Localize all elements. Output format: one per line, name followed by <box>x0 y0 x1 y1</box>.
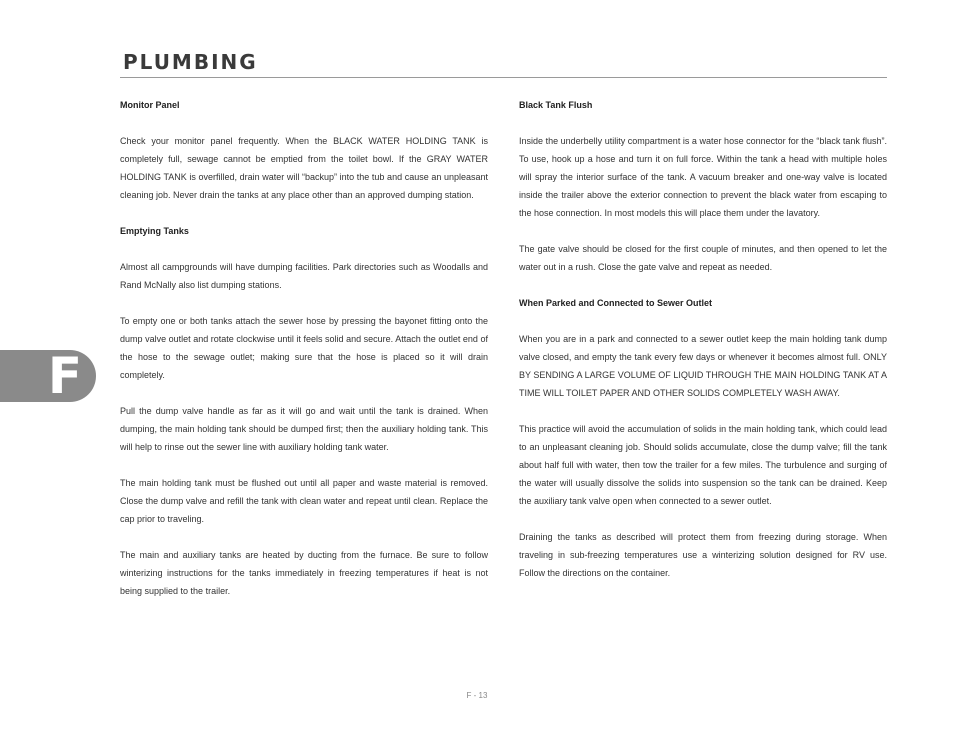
sewer-outlet-heading: When Parked and Connected to Sewer Outlet <box>519 298 713 308</box>
sewer-paragraph-3: Draining the tanks as described will protect them from freezing during storage. When traveling in sub-freezing temperatures use a winterizing solution designed for RV use. Follow the directions on the container. <box>519 532 887 578</box>
emptying-paragraph-4: The main holding tank must be flushed out until all paper and waste material is removed. Close the dump valve and refill the tank with clean water and repeat until clean. Replace the cap prior to traveling. <box>120 478 488 524</box>
emptying-paragraph-1: Almost all campgrounds will have dumping facilities. Park directories such as Woodalls and Rand McNally also list dumping stations. <box>120 262 488 290</box>
emptying-paragraph-3: Pull the dump valve handle as far as it will go and wait until the tank is drained. When dumping, the main holding tank should be dumped first; then the auxiliary holding tank. This will help to rinse out the sewer line with auxiliary holding tank water. <box>120 406 488 452</box>
sewer-paragraph-2: This practice will avoid the accumulation of solids in the main holding tank, which could lead to an unpleasant cleaning job. Should solids accumulate, close the dump valve; fill the tank about half full with water, then tow the trailer for a few miles. The turbulence and surging of the water will usually dissolve the solids into suspension so the tank can be drained. Keep the auxiliary tank valve open when connected to a sewer outlet. <box>519 424 887 506</box>
section-tab <box>0 347 96 405</box>
page-title: PLUMBING <box>123 50 258 74</box>
left-column <box>120 96 488 618</box>
black-tank-flush-heading: Black Tank Flush <box>519 100 593 110</box>
sewer-paragraph-1: When you are in a park and connected to a sewer outlet keep the main holding tank dump valve closed, and empty the tank every few days or whenever it becomes almost full. ONLY BY SENDING A LARGE VOLUME OF LIQUID THROUGH THE MAIN HOLDING TANK AT A TIME WILL TOILET PAPER AND OTHER SOLIDS COMPLETELY WASH AWAY. <box>519 334 887 398</box>
monitor-panel-heading: Monitor Panel <box>120 100 180 110</box>
emptying-paragraph-2: To empty one or both tanks attach the sewer hose by pressing the bayonet fitting onto the dump valve outlet and rotate clockwise until it feels solid and secure. Attach the outlet end of the hose to the sewage outlet; making sure that the hose is placed so it will drain completely. <box>120 316 488 380</box>
flush-paragraph-1: Inside the underbelly utility compartment is a water hose connector for the “black tank flush”. To use, hook up a hose and turn it on full force. Within the tank a head with multiple holes will spray the interior surface of the tank. A vacuum breaker and one-way valve is located inside the trailer above the exterior connection to prevent the black water from escaping to the hose connection. In most models this will place them under the lavatory. <box>519 136 887 218</box>
flush-paragraph-2: The gate valve should be closed for the first couple of minutes, and then opened to let the water out in a rush. Close the gate valve and repeat as needed. <box>519 244 887 272</box>
title-divider <box>120 77 887 78</box>
emptying-paragraph-5: The main and auxiliary tanks are heated by ducting from the furnace. Be sure to follow winterizing instructions for the tanks immediately in freezing temperatures if heat is not being supplied to the trailer. <box>120 550 488 596</box>
right-column <box>519 96 887 600</box>
emptying-tanks-heading: Emptying Tanks <box>120 226 189 236</box>
page-number: F - 13 <box>466 691 488 700</box>
monitor-panel-paragraph: Check your monitor panel frequently. When the BLACK WATER HOLDING TANK is completely full, sewage cannot be emptied from the toilet bowl. If the GRAY WATER HOLDING TANK is overfilled, drain water will “backup” into the tub and cause an unpleasant cleaning job. Never drain the tanks at any place other than an approved dumping station. <box>120 136 488 200</box>
section-tab-letter: F <box>47 347 82 405</box>
